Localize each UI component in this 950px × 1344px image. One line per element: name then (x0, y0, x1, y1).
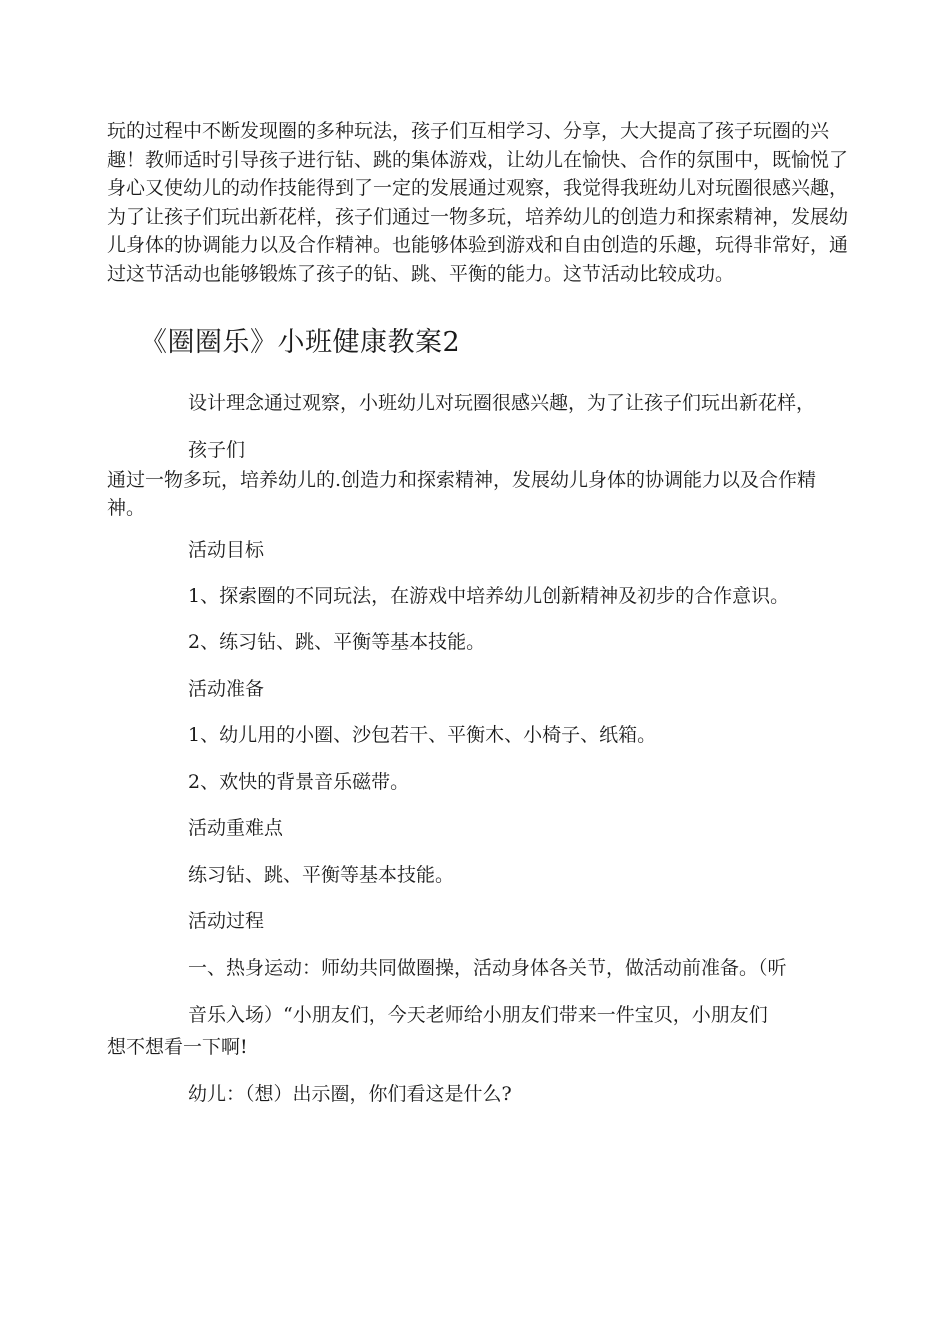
key-points-text: 练习钻、跳、平衡等基本技能。 (188, 864, 455, 886)
goal-item-2: 2、练习钻、跳、平衡等基本技能。 (188, 631, 486, 653)
process-step-1-line-2: 音乐入场）“小朋友们，今天老师给小朋友们带来一件宝贝，小朋友们 (188, 1004, 768, 1026)
preparation-item-1: 1、幼儿用的小圈、沙包若干、平衡木、小椅子、纸箱。 (188, 724, 657, 746)
goal-item-1: 1、探索圈的不同玩法，在游戏中培养幼儿创新精神及初步的合作意识。 (188, 585, 790, 607)
design-concept-line-3: 通过一物多玩，培养幼儿的.创造力和探索精神，发展幼儿身体的协调能力以及合作精神。 (107, 469, 817, 519)
preparation-heading: 活动准备 (188, 678, 265, 700)
key-points-heading: 活动重难点 (188, 817, 284, 839)
process-heading: 活动过程 (188, 910, 265, 932)
process-step-2: 幼儿：（想）出示圈，你们看这是什么? (188, 1083, 512, 1105)
design-concept-line-1: 设计理念通过观察，小班幼儿对玩圈很感兴趣，为了让孩子们玩出新花样， (188, 392, 816, 414)
process-step-1-line-3: 想不想看一下啊! (107, 1036, 248, 1058)
section-title: 《圈圈乐》小班健康教案2 (140, 327, 461, 358)
design-concept-line-2: 孩子们 (188, 439, 246, 461)
goals-heading: 活动目标 (188, 539, 265, 561)
process-step-1-line-1: 一、热身运动：师幼共同做圈操，活动身体各关节，做活动前准备。（听 (188, 957, 787, 979)
preparation-item-2: 2、欢快的背景音乐磁带。 (188, 771, 410, 793)
intro-paragraph: 玩的过程中不断发现圈的多种玩法，孩子们互相学习、分享，大大提高了孩子玩圈的兴趣！教师适时引导孩子进行钻、跳的集体游戏，让幼儿在愉快、合作的氛围中，既愉悦了身心又使幼儿的动作技能得到了一定的发展通过观察，我觉得我班幼儿对玩圈很感兴趣，为了让孩子们玩出新花样，孩子们通过一物多玩，培养幼儿的创造力和探索精神，发展幼儿身体的协调能力以及合作精神。也能够体验到游戏和自由创造的乐趣，玩得非常好，通过这节活动也能够锻炼了孩子的钻、跳、平衡的能力。这节活动比较成功。 (107, 120, 849, 285)
